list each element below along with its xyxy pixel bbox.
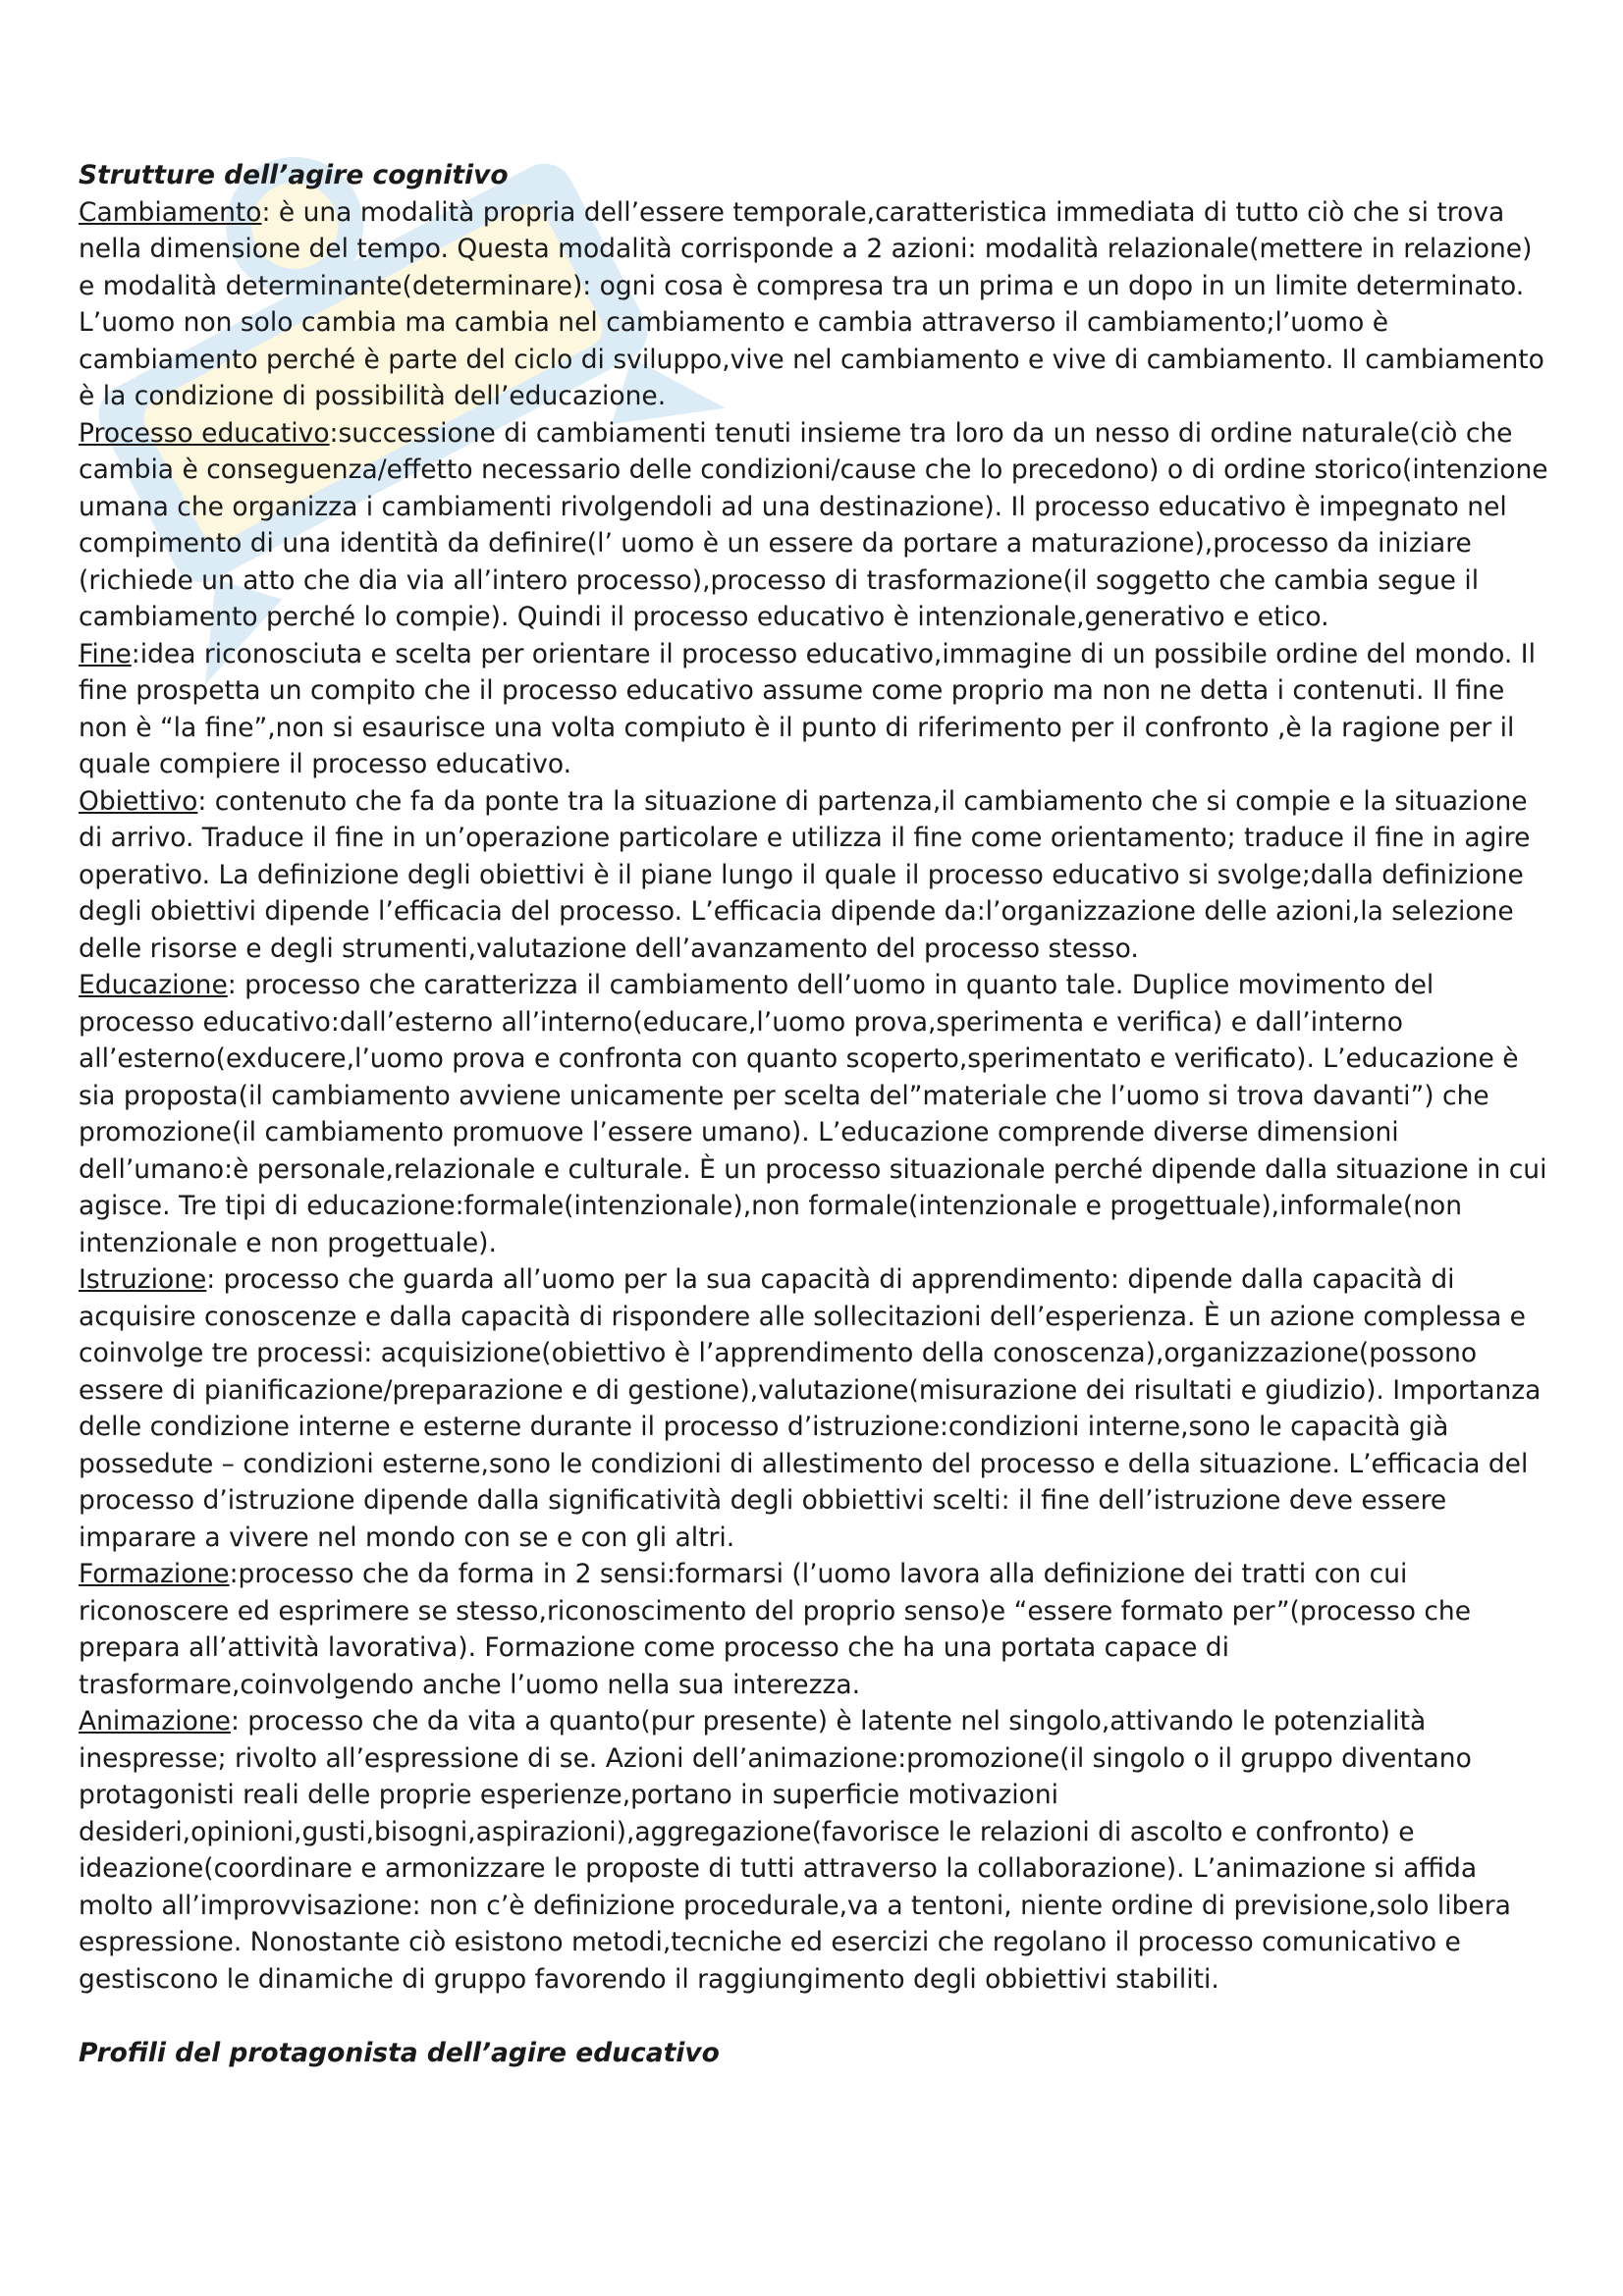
term-processo-educativo: Processo educativo [79,417,330,449]
term-fine: Fine [79,638,132,669]
definition-educazione: : processo che caratterizza il cambiamento dell’uomo in quanto tale. Duplice movimento del processo educativo:dall’esterno all’interno(educare,l’uomo prova,sperimenta e verifica) e dall’interno all’esterno(exducere,l’uomo prova e confronta con quanto scoperto,sperimentato e verificato). L’educazione è sia proposta(il cambiamento avviene unicamente per scelta del”materiale che l’uomo si trova davanti”) che promozione(il cambiamento promuove l’essere umano). L’educazione comprende diverse dimensioni dell’umano:è personale,relazionale e culturale. È un processo situazionale perché dipende dalla situazione in cui agisce. Tre tipi di educazione:formale(intenzionale),non formale(intenzionale e progettuale),informale(non intenzionale e non progettuale). [79,970,1547,1258]
section-heading-2: Profili del protagonista dell’agire educativo [79,2037,720,2068]
paragraph-processo-educativo [79,415,1551,636]
term-formazione: Formazione [79,1559,230,1589]
definition-istruzione: : processo che guarda all’uomo per la sua capacità di apprendimento: dipende dalla capacità di acquisire conoscenze e dalla capacità di rispondere alle sollecitazioni dell’esperienza. È un azione complessa e coinvolge tre processi: acquisizione(obiettivo è l’apprendimento della conoscenza),organizzazione(possono essere di pianificazione/preparazione e di gestione),valutazione(misurazione dei risultati e giudizio). Importanza delle condizione interne e esterne durante il processo d’istruzione:condizioni interne,sono le capacità già possedute – condizioni esterne,sono le condizioni di allestimento del processo e della situazione. L’efficacia del processo d’istruzione dipende dalla significatività degli obbiettivi scelti: il fine dell’istruzione deve essere imparare a vivere nel mondo con se e con gli altri. [79,1264,1542,1553]
definition-animazione: : processo che da vita a quanto(pur presente) è latente nel singolo,attivando le potenzialità inespresse; rivolto all’espressione di se. Azioni dell’animazione:promozione(il singolo o il gruppo diventano protagonisti reali delle proprie esperienze,portano in superficie motivazioni desideri,opinioni,gusti,bisogni,aspirazioni),aggregazione(favorisce le relazioni di ascolto e confronto) e ideazione(coordinare e armonizzare le proposte di tutti attraverso la collaborazione). L’animazione si affida molto all’improvvisazione: non c’è definizione procedurale,va a tentoni, niente ordine di previsione,solo libera espressione. Nonostante ciò esistono metodi,tecniche ed esercizi che regolano il processo comunicativo e gestiscono le dinamiche di gruppo favorendo il raggiungimento degli obbiettivi stabiliti. [79,1706,1511,1995]
document-page [79,157,1551,2071]
term-educazione: Educazione [79,970,228,1000]
definition-formazione: :processo che da forma in 2 sensi:formarsi (l’uomo lavora alla definizione dei tratti con cui riconoscere ed esprimere se stesso,riconoscimento del proprio senso)e “essere formato per”(processo che prepara all’attività lavorativa). Formazione come processo che ha una portata capace di trasformare,coinvolgendo anche l’uomo nella sua interezza. [79,1559,1472,1700]
term-istruzione: Istruzione [79,1264,207,1295]
term-obiettivo: Obiettivo [79,785,198,817]
paragraph-obiettivo [79,783,1551,968]
paragraph-fine [79,636,1551,783]
section-heading: Strutture dell’agire cognitivo [79,160,509,190]
term-animazione: Animazione [79,1706,231,1736]
paragraph-cambiamento [79,194,1551,415]
definition-cambiamento: : è una modalità propria dell’essere temporale,caratteristica immediata di tutto ciò che si trova nella dimensione del tempo. Questa modalità corrisponde a 2 azioni: modalità relazionale(mettere in relazione) e modalità determinante(determinare): ogni cosa è compresa tra un prima e un dopo in un limite determinato. L’uomo non solo cambia ma cambia nel cambiamento e cambia attraverso il cambiamento;l’uomo è cambiamento perché è parte del ciclo di sviluppo,vive nel cambiamento e vive di cambiamento. Il cambiamento è la condizione di possibilità dell’educazione. [79,196,1544,411]
paragraph-formazione [79,1556,1551,1703]
definition-fine: :idea riconosciuta e scelta per orientare il processo educativo,immagine di un possibile ordine del mondo. Il fine prospetta un compito che il processo educativo assume come proprio ma non ne detta i contenuti. Il fine non è “la fine”,non si esaurisce una volta compiuto è il punto di riferimento per il confronto ,è la ragione per il quale compiere il processo educativo. [79,638,1536,779]
paragraph-educazione [79,967,1551,1261]
paragraph-animazione [79,1703,1551,1998]
definition-obiettivo: : contenuto che fa da ponte tra la situazione di partenza,il cambiamento che si compie e la situazione di arrivo. Traduce il fine in un’operazione particolare e utilizza il fine come orientamento; traduce il fine in agire operativo. La definizione degli obiettivi è il piane lungo il quale il processo educativo si svolge;dalla definizione degli obiettivi dipende l’efficacia del processo. L’efficacia dipende da:l’organizzazione delle azioni,la selezione delle risorse e degli strumenti,valutazione dell’avanzamento del processo stesso. [79,785,1531,964]
term-cambiamento: Cambiamento [79,196,262,228]
spacer [79,1998,1551,2035]
paragraph-istruzione [79,1261,1551,1556]
definition-processo-educativo: :successione di cambiamenti tenuti insieme tra loro da un nesso di ordine naturale(ciò che cambia è conseguenza/effetto necessario delle condizioni/cause che lo precedono) o di ordine storico(intenzione umana che organizza i cambiamenti rivolgendoli ad una destinazione). Il processo educativo è impegnato nel compimento di una identità da definire(l’ uomo è un essere da portare a maturazione),processo da iniziare (richiede un atto che dia via all’intero processo),processo di trasformazione(il soggetto che cambia segue il cambiamento perché lo compie). Quindi il processo educativo è intenzionale,generativo e etico. [79,417,1548,632]
